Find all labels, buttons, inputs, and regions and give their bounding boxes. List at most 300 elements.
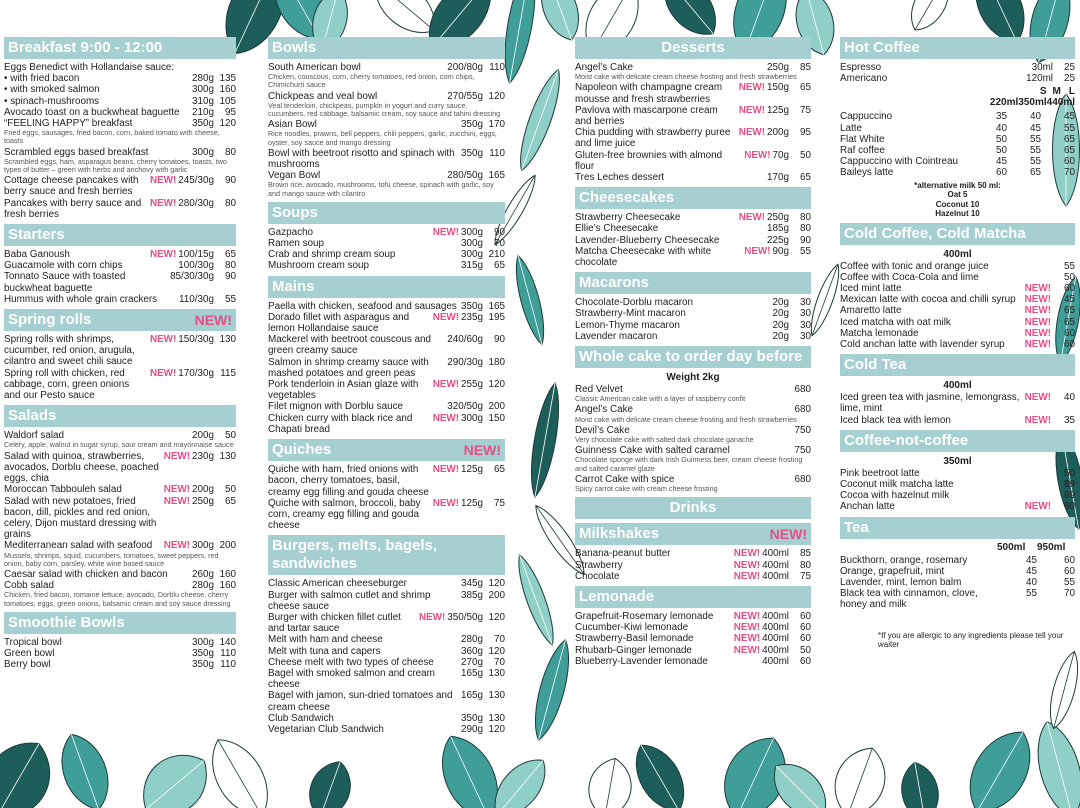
leaf [525, 381, 566, 499]
menu-item [840, 145, 1075, 156]
item-name: Bagel with smoked salmon and cream cheese [268, 667, 435, 691]
item-name: “FEELING HAPPY” breakfast [4, 118, 133, 130]
new-badge: NEW! [1024, 392, 1051, 404]
section-title: Breakfast 9:00 - 12:00 [8, 39, 163, 56]
menu-section [575, 346, 811, 493]
item-name: Red Velvet [575, 384, 623, 396]
item-name: Avocado toast on a buckwheat baguette [4, 106, 180, 118]
item-price: 80 [800, 212, 811, 224]
item-weight: 125g [767, 104, 789, 116]
item-price: 50 [800, 644, 811, 656]
price-500ml: 40 [1026, 577, 1037, 589]
leaf [897, 759, 943, 808]
item-weight: 100/30g [178, 260, 214, 272]
menu-item [840, 468, 1075, 479]
item-name: Blueberry-Lavender lemonade [575, 655, 708, 667]
new-badge: NEW! [432, 497, 460, 509]
new-badge: NEW! [149, 197, 177, 209]
item-name: Latte [840, 122, 862, 134]
item-price: 65 [800, 82, 811, 94]
item-price: 50 [1064, 467, 1075, 479]
menu-item [575, 560, 811, 571]
item-name: Black tea with cinnamon, clove, honey and milk [840, 588, 978, 611]
section-title: Spring rolls [8, 311, 92, 329]
menu-item [268, 334, 505, 356]
menu-item [268, 301, 505, 312]
menu-section [840, 354, 1075, 426]
item-name: Iced matcha with oat milk [840, 316, 951, 328]
item-name: Chickpeas and veal bowl [268, 90, 378, 102]
menu-item [268, 238, 505, 249]
menu-item [575, 404, 811, 415]
item-name: Pork tenderloin in Asian glaze with vegetables [268, 379, 419, 402]
section-header: Hot Coffee [840, 37, 1075, 59]
item-description: Celery, apple, walnut in sugar syrup, sour cream and mayonnaise sauce [4, 440, 234, 450]
item-weight: 260g [192, 568, 214, 580]
item-weight: 200g [767, 127, 789, 139]
item-price: 60 [1064, 283, 1075, 295]
menu-item [4, 249, 236, 260]
menu-item [840, 156, 1075, 167]
item-weight: 400ml [762, 655, 789, 667]
menu-item [4, 368, 236, 402]
item-name: Bagel with jamon, sun-dried tomatoes and cream cheese [268, 690, 453, 713]
item-weight: 280g [461, 634, 483, 646]
item-name: Baileys latte [840, 167, 894, 179]
size-volumes-row: 220ml 350ml 440ml [989, 97, 1075, 109]
item-name: Asian Bowl [268, 119, 317, 131]
item-price: 200 [219, 540, 236, 552]
item-price: 160 [219, 84, 236, 96]
leaf [509, 253, 550, 347]
menu-item [4, 107, 236, 118]
new-badge: NEW! [738, 82, 766, 94]
section-header [268, 276, 505, 298]
item-price: 130 [488, 712, 505, 724]
item-price: 95 [225, 106, 236, 118]
item-description: Chocolate sponge with dark Irish Guinness beer, cream cheese frosting and salted caramel glaze [575, 455, 803, 473]
item-price: 180 [488, 356, 505, 368]
item-price: 60 [800, 622, 811, 634]
price-950ml: 60 [1064, 565, 1075, 577]
item-weight: 400ml [762, 559, 789, 571]
new-badge: NEW! [149, 249, 177, 261]
item-name: Crab and shrimp cream soup [268, 249, 396, 261]
menu-item [840, 415, 1075, 426]
price-950ml: 70 [1064, 588, 1075, 600]
item-price: 65 [225, 495, 236, 507]
menu-item [4, 540, 236, 551]
menu-item [4, 96, 236, 107]
item-price: 200 [488, 589, 505, 601]
section-subtitle: Weight 2kg [666, 372, 720, 384]
item-name: Cheese melt with two types of cheese [268, 656, 434, 668]
section-header [575, 187, 811, 209]
item-name: Cottage cheese pancakes with berry sauce and fresh berries [4, 175, 139, 198]
menu-item [4, 496, 236, 541]
price-s: 40 [996, 122, 1007, 134]
menu-item [268, 357, 505, 379]
price-500ml: 45 [1026, 554, 1037, 566]
item-price: 45 [1064, 294, 1075, 306]
item-price: 89 [1064, 479, 1075, 491]
item-name: Guacamole with corn chips [4, 260, 123, 272]
menu-section [4, 405, 236, 607]
section-header [575, 272, 811, 294]
price-950ml: 55 [1064, 577, 1075, 589]
menu-item [268, 634, 505, 645]
item-weight: 150g [767, 82, 789, 94]
item-name: Matcha lemonade [840, 327, 919, 339]
item-name: Paella with chicken, seafood and sausages [268, 300, 457, 312]
item-weight: 350g [192, 647, 214, 659]
leaf [584, 755, 636, 808]
menu-item [840, 479, 1075, 490]
item-price: 40 [1064, 392, 1075, 404]
cold-drinks-sections [840, 223, 1075, 513]
new-badge: NEW! [432, 379, 460, 391]
new-badge: NEW! [733, 570, 761, 582]
menu-item [4, 637, 236, 648]
item-price: 120 [488, 379, 505, 391]
menu-item [575, 633, 811, 644]
section-title: Smoothie Bowls [8, 613, 125, 631]
menu-item [268, 668, 505, 690]
item-description: Moist cake with delicate cream cheese frosting and fresh strawberries [575, 72, 797, 82]
section-header [575, 346, 811, 368]
menu-item [4, 84, 236, 95]
menu-item [268, 590, 505, 612]
item-name: Iced green tea with jasmine, lemongrass, lime, mint [840, 392, 1020, 415]
menu-item [4, 271, 236, 293]
new-badge: NEW! [432, 226, 460, 238]
item-weight: 300g [192, 84, 214, 96]
leaf [199, 729, 282, 808]
item-weight: 20g [772, 297, 789, 309]
item-description: Mussels, shrimps, squid, cucumbers, tomatoes, sweet peppers, red onion, baby corn, parsley, white wine based sauce [4, 550, 219, 568]
item-weight: 240/60g [447, 334, 483, 346]
menu-item [268, 312, 505, 334]
section-title: Starters [8, 226, 65, 244]
section-header [268, 535, 505, 575]
menu-item [268, 498, 505, 532]
leaf [624, 735, 696, 808]
item-weight: 90g [772, 245, 789, 257]
tea-list [840, 555, 1075, 611]
item-weight: 280g [192, 73, 214, 85]
section-header [840, 354, 1075, 376]
item-price: 165 [488, 170, 505, 182]
item-name: Amaretto latte [840, 305, 902, 317]
new-badge: NEW! [432, 311, 460, 323]
item-price: 65 [800, 172, 811, 184]
item-name: Chicken curry with black rice and Chapati bread [268, 412, 413, 435]
item-weight: 350g [461, 300, 483, 312]
menu-item [268, 464, 505, 498]
menu-section [268, 276, 505, 435]
item-price: 89 [1064, 490, 1075, 502]
item-name: Quiche with ham, fried onions with bacon, cherry tomatoes, basil, creamy egg filling and gouda cheese [268, 464, 429, 498]
item-name: Scrambled eggs based breakfast [4, 146, 149, 158]
section-subtitle: 350ml [943, 455, 972, 467]
item-price: 120 [488, 723, 505, 735]
item-price: 60 [800, 655, 811, 667]
item-name: Melt with tuna and capers [268, 645, 381, 657]
leaf [527, 637, 577, 744]
menu-section [4, 309, 236, 401]
menu-item [840, 392, 1075, 414]
item-name: Quiche with salmon, broccoli, baby corn, creamy egg filling and gouda cheese [268, 497, 421, 532]
item-name: Banana-peanut butter [575, 548, 671, 560]
item-description: Rice noodles, prawns, bell peppers, chili peppers, garlic, zucchini, eggs, oyster, soy sauce and mango dressing [268, 129, 497, 147]
section-title: Lemonade [579, 587, 655, 605]
item-weight: 300g [461, 412, 483, 424]
menu-section [575, 272, 811, 342]
item-name: Cappuccino with Cointreau [840, 156, 959, 168]
menu-item [840, 555, 1075, 566]
item-name: Club Sandwich [268, 712, 334, 724]
item-name: Guinness Cake with salted caramel [575, 445, 730, 457]
new-badge: NEW! [733, 610, 761, 622]
item-price: 90 [225, 175, 236, 187]
item-weight: 125g [461, 464, 483, 476]
new-badge: NEW! [149, 175, 177, 187]
menu-item [4, 294, 236, 305]
item-name: Mackerel with beetroot couscous and green creamy sauce [268, 334, 432, 357]
item-name: Cocoa with hazelnut milk [840, 490, 950, 502]
new-badge: NEW! [733, 622, 761, 634]
item-price: 120 [488, 611, 505, 623]
item-weight: 300g [461, 226, 483, 238]
item-price: 95 [800, 127, 811, 139]
new-badge: NEW! [733, 644, 761, 656]
menu-item [268, 657, 505, 668]
item-name: Cold anchan latte with lavender syrup [840, 339, 1005, 351]
item-weight: 280/30g [178, 197, 214, 209]
menu-section [575, 586, 811, 667]
menu-item [575, 223, 811, 234]
price-l: 65 [1064, 133, 1075, 145]
menu-item [840, 566, 1075, 577]
new-badge: NEW! [738, 104, 766, 116]
item-weight: 125g [461, 497, 483, 509]
item-price: 50 [225, 430, 236, 442]
item-weight: 250g [767, 212, 789, 224]
menu-item [840, 167, 1075, 178]
item-name: Coffee with Coca-Cola and lime [840, 271, 979, 283]
leaf [301, 755, 358, 808]
item-price: 65 [1064, 305, 1075, 317]
menu-item [575, 656, 811, 667]
item-name: South American bowl [268, 62, 361, 73]
item-price: 65 [225, 249, 236, 261]
new-badge: NEW! [733, 548, 761, 560]
menu-item [575, 331, 811, 342]
price-m: 40 [1030, 111, 1041, 123]
price-s: 45 [996, 156, 1007, 168]
menu-item [575, 172, 811, 183]
menu-item [575, 212, 811, 223]
new-badge: NEW! [733, 559, 761, 571]
item-name: Waldorf salad [4, 430, 65, 442]
new-badge: NEW! [432, 464, 460, 476]
item-price: 130 [219, 334, 236, 346]
item-name: Ellie’s Cheesecake [575, 223, 659, 235]
item-price: 60 [1064, 327, 1075, 339]
item-price: 30 [800, 319, 811, 331]
menu-item [4, 659, 236, 670]
hot-coffee-section [840, 37, 1075, 219]
item-price: 210 [488, 249, 505, 261]
new-badge: NEW! [769, 526, 807, 543]
menu-item [268, 260, 505, 271]
item-description: Scrambled eggs, ham, asparagus beans, cherry tomatoes, toasts, two types of butter – green with herbs and anchovy with garlic [4, 156, 227, 175]
item-price: 75 [800, 104, 811, 116]
new-badge: NEW! [418, 611, 446, 623]
item-price: 680 [794, 473, 811, 485]
item-name: Chia pudding with strawberry puree and lime juice [575, 127, 731, 150]
item-weight: 300g [461, 249, 483, 261]
menu-item [4, 451, 236, 485]
item-price: 195 [488, 311, 505, 323]
item-price: 110 [220, 647, 236, 659]
item-price: 130 [219, 450, 236, 462]
new-badge: NEW! [1024, 414, 1051, 426]
item-name: Green bowl [4, 647, 55, 659]
item-name: Matcha Cheesecake with white chocolate [575, 245, 712, 269]
new-badge: NEW! [1024, 327, 1051, 339]
size-letters-row: S M L [1039, 86, 1075, 98]
item-price: 105 [219, 95, 236, 107]
price-m: 45 [1030, 122, 1041, 134]
item-price: 80 [225, 260, 236, 272]
item-name: Gluten-free brownies with almond flour [575, 149, 723, 172]
item-weight: 200g [192, 484, 214, 496]
item-price: 140 [219, 636, 236, 648]
new-badge: NEW! [733, 633, 761, 645]
menu-item [4, 648, 236, 659]
item-price: 750 [794, 445, 811, 457]
item-name: Berry bowl [4, 659, 51, 671]
item-weight: 235g [461, 311, 483, 323]
item-weight: 385g [461, 589, 483, 601]
menu-item [4, 334, 236, 368]
item-name: Spring rolls with shrimps, cucumber, red onion, arugula, cilantro and sweet chili sauce [4, 334, 135, 368]
menu-column-4 [840, 37, 1075, 650]
item-weight: 300g [192, 636, 214, 648]
price-m: 55 [1030, 133, 1041, 145]
menu-item [840, 588, 1075, 610]
item-price: 110 [220, 659, 236, 671]
item-weight: 400ml [762, 633, 789, 645]
menu-item [4, 62, 236, 73]
item-price: 750 [794, 424, 811, 436]
item-price: 680 [794, 404, 811, 416]
menu-item [575, 105, 811, 127]
menu-section [840, 430, 1075, 513]
section-title: Drinks [669, 499, 717, 517]
item-name: Coconut milk matcha latte [840, 479, 954, 491]
tea-section [840, 517, 1075, 611]
item-price: 50 [800, 149, 811, 161]
new-badge: NEW! [1024, 501, 1051, 513]
item-weight: 350g [461, 147, 483, 159]
item-name: Iced mint latte [840, 283, 902, 295]
section-title: Soups [272, 203, 318, 221]
item-price: 55 [225, 293, 236, 305]
menu-item [575, 320, 811, 331]
new-badge: NEW! [1024, 316, 1051, 328]
leaf [1044, 649, 1080, 732]
item-name: Cobb salad [4, 580, 54, 592]
item-weight: 360g [461, 645, 483, 657]
item-weight: 70g [772, 149, 789, 161]
item-price: 60 [800, 610, 811, 622]
item-name: Filet mignon with Dorblu sauce [268, 401, 404, 413]
item-name: Napoleon with champagne cream mousse and fresh strawberries [575, 82, 723, 105]
item-weight: 350g [461, 119, 483, 131]
menu-section [268, 439, 505, 531]
section-header [268, 439, 505, 461]
price-l: 45 [1064, 111, 1075, 123]
item-description: Moist cake with delicate cream cheese frosting and fresh strawberries [575, 414, 797, 424]
item-price: 30 [800, 330, 811, 342]
item-name: Eggs Benedict with Hollandaise sauce: [4, 62, 175, 73]
new-badge: NEW! [738, 212, 766, 224]
new-badge: NEW! [1024, 305, 1051, 317]
item-price: 35 [1064, 414, 1075, 426]
menu-item [4, 569, 236, 580]
item-weight: 255g [461, 379, 483, 391]
new-badge: NEW! [149, 334, 177, 346]
leaf [825, 740, 895, 808]
menu-item: Americano 120ml 25 [840, 73, 1075, 85]
section-header [4, 405, 236, 427]
section-title: Coffee-not-coffee [844, 431, 969, 449]
new-badge: NEW! [744, 245, 771, 257]
item-name: Cappuccino [840, 111, 893, 123]
item-weight: 400ml [762, 644, 789, 656]
section-header [4, 37, 236, 59]
menu-item [840, 305, 1075, 316]
item-price: 70 [494, 634, 505, 646]
item-price: 90 [225, 271, 236, 283]
section-header [575, 497, 811, 519]
new-badge: NEW! [163, 540, 191, 552]
menu-item [575, 308, 811, 319]
item-name: Spring roll with chicken, red cabbage, corn, green onions and our Pesto sauce [4, 367, 130, 402]
item-name: Strawberry [575, 559, 623, 571]
item-weight: 20g [772, 308, 789, 320]
new-badge: NEW! [432, 412, 460, 424]
item-price: 75 [494, 497, 505, 509]
item-name: Burger with chicken fillet cutlet and tartar sauce [268, 611, 401, 635]
item-name: Bowl with beetroot risotto and spinach with mushrooms [268, 147, 455, 171]
item-weight: 300g [192, 146, 214, 158]
price-l: 60 [1064, 156, 1075, 168]
item-name: Melt with ham and cheese [268, 634, 383, 646]
item-weight: 230g [192, 450, 214, 462]
tea-sizes-row: 500ml 950ml [997, 541, 1066, 553]
item-name: Strawberry-Mint macaron [575, 308, 686, 320]
item-price: 135 [219, 73, 236, 85]
menu-item [840, 328, 1075, 339]
menu-item [840, 317, 1075, 328]
item-price: 90 [800, 234, 811, 246]
item-description: Chicken, couscous, corn, cherry tomatoes, red onion, corn chips, Chimichurri sauce [268, 72, 475, 90]
item-weight: 400ml [762, 622, 789, 634]
menu-item [840, 123, 1075, 134]
